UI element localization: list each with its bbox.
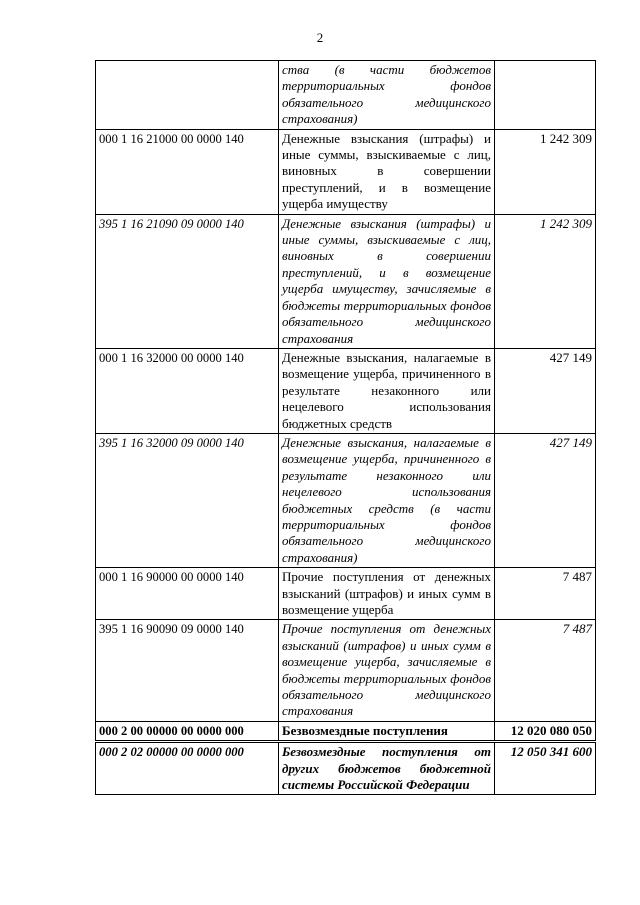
revenue-description: ства (в части бюджетов территориальных фондов обязательного медицинского страхования) [279, 61, 495, 130]
revenue-amount: 12 020 080 050 [495, 721, 596, 741]
revenue-amount: 427 149 [495, 433, 596, 567]
budget-code: 000 2 00 00000 00 0000 000 [96, 721, 279, 741]
budget-code: 000 1 16 32000 00 0000 140 [96, 348, 279, 433]
table-row [96, 129, 596, 214]
budget-code: 000 1 16 90000 00 0000 140 [96, 568, 279, 620]
table-row [96, 61, 596, 130]
table-row [96, 433, 596, 567]
revenue-amount: 427 149 [495, 348, 596, 433]
page-number: 2 [316, 30, 324, 45]
revenue-description: Прочие поступления от денежных взысканий (штрафов) и иных сумм в возмещение ущерба [279, 568, 495, 620]
table-row [96, 214, 596, 348]
budget-code: 395 1 16 32000 09 0000 140 [96, 433, 279, 567]
revenue-table [95, 60, 596, 795]
budget-code: 000 2 02 00000 00 0000 000 [96, 742, 279, 795]
budget-code: 395 1 16 90090 09 0000 140 [96, 620, 279, 721]
revenue-description: Денежные взыскания, налагаемые в возмещение ущерба, причиненного в результате незаконного или нецелевого использования бюджетных средств (в части территориальных фондов обязательного медицинского страхования) [279, 433, 495, 567]
table-row [96, 568, 596, 620]
revenue-description: Безвозмездные поступления [279, 721, 495, 741]
revenue-description: Денежные взыскания (штрафы) и иные суммы, взыскиваемые с лиц, виновных в совершении преступлений, и в возмещение ущерба имуществу [279, 129, 495, 214]
revenue-amount: 7 487 [495, 620, 596, 721]
revenue-amount: 1 242 309 [495, 214, 596, 348]
revenue-amount [495, 61, 596, 130]
revenue-description: Денежные взыскания, налагаемые в возмещение ущерба, причиненного в результате незаконного или нецелевого использования бюджетных средств [279, 348, 495, 433]
table-row [96, 348, 596, 433]
revenue-amount: 7 487 [495, 568, 596, 620]
revenue-amount: 1 242 309 [495, 129, 596, 214]
table-row [96, 620, 596, 721]
table-row [96, 721, 596, 741]
budget-code: 000 1 16 21000 00 0000 140 [96, 129, 279, 214]
revenue-amount: 12 050 341 600 [495, 742, 596, 795]
revenue-description: Прочие поступления от денежных взысканий (штрафов) и иных сумм в возмещение ущерба, зачисляемые в бюджеты территориальных фондов обязательного медицинского страхования [279, 620, 495, 721]
budget-code [96, 61, 279, 130]
revenue-description: Безвозмездные поступления от других бюджетов бюджетной системы Российской Федерации [279, 742, 495, 795]
budget-code: 395 1 16 21090 09 0000 140 [96, 214, 279, 348]
revenue-description: Денежные взыскания (штрафы) и иные суммы, взыскиваемые с лиц, виновных в совершении преступлений, и в возмещение ущерба имуществу, зачисляемые в бюджеты территориальных фондов обязательного медицинского страхования [279, 214, 495, 348]
table-row [96, 742, 596, 795]
revenue-table-body [96, 61, 596, 795]
